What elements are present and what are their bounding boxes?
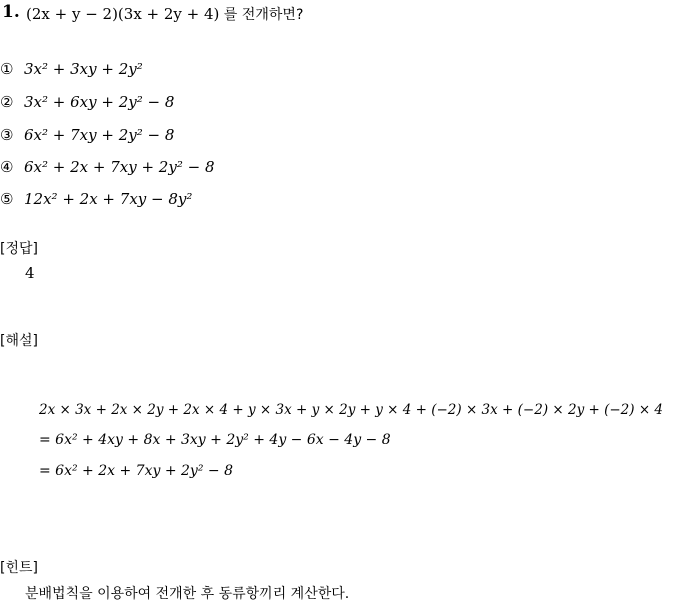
hint-label: [힌트]: [0, 560, 38, 576]
question-number: 1.: [2, 2, 20, 22]
answer-value: 4: [25, 264, 35, 282]
option-1-text: 3x² + 3xy + 2y²: [24, 60, 143, 78]
option-2-mark: ②: [0, 93, 14, 111]
solution-line-1: 2x × 3x + 2x × 2y + 2x × 4 + y × 3x + y × 2y + y × 4 + (−2) × 3x + (−2) × 2y + (−2) × 4: [39, 402, 664, 418]
option-4-mark: ④: [0, 158, 14, 176]
solution-label: [해설]: [0, 333, 38, 349]
answer-label: [정답]: [0, 241, 38, 257]
hint-text: 분배법칙을 이용하여 전개한 후 동류항끼리 계산한다.: [25, 586, 350, 602]
option-1-mark: ①: [0, 60, 14, 78]
question-prompt: 를 전개하면?: [219, 7, 304, 23]
option-5-mark: ⑤: [0, 190, 14, 208]
question-text: [26, 4, 303, 24]
option-3-mark: ③: [0, 126, 14, 144]
option-5-text: 12x² + 2x + 7xy − 8y²: [24, 190, 193, 208]
question-expression: (2x + y − 2)(3x + 2y + 4): [26, 5, 220, 23]
option-3-text: 6x² + 7xy + 2y² − 8: [24, 126, 175, 144]
solution-line-3: = 6x² + 2x + 7xy + 2y² − 8: [39, 463, 233, 479]
option-2-text: 3x² + 6xy + 2y² − 8: [24, 93, 175, 111]
option-4-text: 6x² + 2x + 7xy + 2y² − 8: [24, 158, 215, 176]
solution-line-2: = 6x² + 4xy + 8x + 3xy + 2y² + 4y − 6x − 4y − 8: [39, 432, 391, 448]
